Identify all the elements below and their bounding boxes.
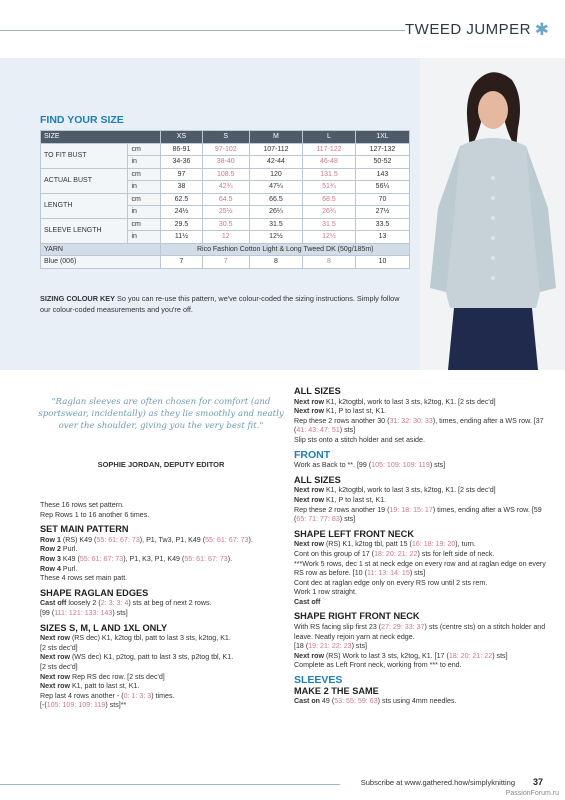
- paragraph: Rep last 4 rows another - (0: 1: 3: 3) times.: [40, 691, 175, 700]
- snowflake-icon: ✱: [534, 20, 549, 39]
- table-row: [41, 193, 410, 206]
- paragraph: Rep Rows 1 to 16 another 6 times.: [40, 510, 150, 519]
- table-cell: 12½: [302, 231, 355, 244]
- paragraph: Rep these 2 rows another 19 (19: 18: 15: 17) times, ending after a WS row. [59 (65: 71: 77: 83) sts]: [294, 505, 542, 524]
- table-cell: 33.5: [355, 218, 409, 231]
- paragraph: With RS facing slip first 23 (27: 29: 33: 37) sts (centre sts) on a stitch holder and leave. Neatly rejoin yarn at neck edge.: [294, 623, 546, 641]
- paragraph: [99 (111: 121: 133: 143) sts]: [40, 608, 128, 617]
- table-cell: 62.5: [161, 193, 202, 206]
- row-unit: in: [128, 231, 161, 244]
- paragraph: Slip sts onto a stitch holder and set aside.: [294, 435, 425, 444]
- paragraph: Next row K1, k2togtbl, work to last 3 sts, k2tog, K1. [2 sts dec'd]: [294, 486, 496, 495]
- row-unit: in: [128, 156, 161, 169]
- header-rule: [0, 30, 405, 31]
- sizing-key-text: So you can re-use this pattern, we've colour-coded the sizing instructions. Simply follow our colour-coded measurements and you're off.: [40, 294, 400, 314]
- heading-shape-raglan: SHAPE RAGLAN EDGES: [40, 587, 149, 598]
- paragraph: [2 sts dec'd]: [40, 662, 78, 671]
- left-column: [40, 501, 296, 711]
- table-cell: 8: [249, 256, 302, 269]
- table-cell: 97-102: [202, 143, 249, 156]
- paragraph: Next row (RS dec) K1, k2tog tbl, patt to last 3 sts, k2tog, K1.: [40, 634, 231, 643]
- paragraph: Next row K1, P to last st, K1.: [294, 407, 387, 416]
- table-cell: 70: [355, 193, 409, 206]
- paragraph: Next row Rep RS dec row. [2 sts dec'd]: [40, 672, 165, 681]
- row-unit: in: [128, 206, 161, 219]
- table-cell: 7: [161, 256, 202, 269]
- heading-set-main-pattern: SET MAIN PATTERN: [40, 524, 129, 535]
- table-cell: 31.5: [302, 218, 355, 231]
- table-cell: 29.5: [161, 218, 202, 231]
- table-header-row: [41, 131, 410, 144]
- table-cell: 50-52: [355, 156, 409, 169]
- table-header-cell: XS: [161, 131, 202, 144]
- paragraph: Cont dec at raglan edge only on every RS row until 2 sts rem.: [294, 578, 488, 587]
- page-number: 37: [532, 777, 543, 787]
- table-cell: 24½: [161, 206, 202, 219]
- heading-left-front-neck: SHAPE LEFT FRONT NECK: [294, 528, 414, 539]
- pull-quote: "Raglan sleeves are often chosen for comfort (and sportswear, incidentally) as they lie smoothly and neatly over the shoulder, giving you the very best fit.": [38, 397, 284, 431]
- table-cell: 12: [202, 231, 249, 244]
- row-unit: cm: [128, 168, 161, 181]
- heading-right-front-neck: SHAPE RIGHT FRONT NECK: [294, 611, 420, 622]
- table-cell: 68.5: [302, 193, 355, 206]
- paragraph: Next row (RS) K1, k2tog tbl, patt 15 (16: 18: 19: 20), turn.: [294, 540, 476, 549]
- table-cell: 46-48: [302, 156, 355, 169]
- find-your-size-heading: FIND YOUR SIZE: [40, 114, 124, 126]
- table-cell: 127-132: [355, 143, 409, 156]
- table-cell: 27½: [355, 206, 409, 219]
- table-cell: 131.5: [302, 168, 355, 181]
- table-cell: 31.5: [249, 218, 302, 231]
- table-cell: 64.5: [202, 193, 249, 206]
- table-header-cell: M: [249, 131, 302, 144]
- table-cell: 38: [161, 181, 202, 194]
- model-illustration: [420, 58, 565, 370]
- paragraph: Cast off: [294, 597, 321, 606]
- colour-label: Blue (006): [41, 256, 161, 269]
- heading-make-2: MAKE 2 THE SAME: [294, 685, 379, 696]
- row-unit: cm: [128, 193, 161, 206]
- table-cell: 26¼: [249, 206, 302, 219]
- sizing-colour-key: [40, 294, 412, 315]
- table-header-cell: S: [202, 131, 249, 144]
- table-cell: 117-122: [302, 143, 355, 156]
- paragraph: [-(105: 109: 109: 119) sts]**: [40, 701, 127, 710]
- table-cell: 51¾: [302, 181, 355, 194]
- table-cell: 8: [302, 256, 355, 269]
- table-cell: 86-91: [161, 143, 202, 156]
- page-title: TWEED JUMPER: [405, 21, 531, 38]
- row-label: TO FIT BUST: [41, 143, 128, 168]
- table-cell: 107-112: [249, 143, 302, 156]
- quote-author: SOPHIE JORDAN, DEPUTY EDITOR: [97, 460, 225, 469]
- table-cell: 97: [161, 168, 202, 181]
- paragraph: Next row (WS dec) K1, p2tog, patt to last 3 sts, p2tog tbl, K1.: [40, 653, 234, 662]
- paragraph: Complete as Left Front neck, working from *** to end.: [294, 661, 462, 670]
- table-cell: 34-36: [161, 156, 202, 169]
- paragraph: [18 (19: 21: 22: 23) sts]: [294, 642, 367, 651]
- yarn-label: YARN: [41, 243, 161, 256]
- table-cell: 66.5: [249, 193, 302, 206]
- table-cell: 143: [355, 168, 409, 181]
- paragraph: Rep these 2 rows another 30 (31: 32: 30: 33), times, ending after a WS row. [37 (41: 43: 47: 51) sts]: [294, 416, 544, 435]
- table-cell: 120: [249, 168, 302, 181]
- paragraph: Row 2 Purl.: [40, 545, 78, 554]
- table-header-cell: 1XL: [355, 131, 409, 144]
- subscribe-link[interactable]: Subscribe at www.gathered.how/simplyknitting: [360, 778, 515, 787]
- paragraph: Row 3 K49 (55: 61: 67: 73), P1, K3, P1, K49 (55: 61: 67: 73).: [40, 554, 233, 563]
- paragraph: Next row (RS) Work to last 3 sts, k2tog, K1. [17 (18: 20: 21: 22) sts]: [294, 651, 508, 660]
- table-cell: 10: [355, 256, 409, 269]
- paragraph: Next row K1, k2togtbl, work to last 3 sts, k2tog, K1. [2 sts dec'd]: [294, 397, 496, 406]
- table-cell: 26¾: [302, 206, 355, 219]
- watermark: PassionForum.ru: [505, 790, 559, 797]
- sizing-key-title: SIZING COLOUR KEY: [40, 294, 115, 303]
- heading-all-sizes: ALL SIZES: [294, 386, 341, 396]
- paragraph: [2 sts dec'd]: [40, 643, 78, 652]
- footer-rule: [0, 784, 340, 785]
- paragraph: These 16 rows set pattern.: [40, 501, 124, 509]
- paragraph: Cast off loosely 2 (2: 3: 3: 4) sts at beg of next 2 rows.: [40, 599, 212, 608]
- table-cell: 42¾: [202, 181, 249, 194]
- table-row: [41, 143, 410, 156]
- table-cell: 42-44: [249, 156, 302, 169]
- row-unit: cm: [128, 143, 161, 156]
- heading-front: FRONT: [294, 448, 331, 461]
- row-label: SLEEVE LENGTH: [41, 218, 128, 243]
- table-cell: 25½: [202, 206, 249, 219]
- paragraph: Work as Back to **. [99 (105: 109: 109: 119) sts]: [294, 461, 446, 470]
- yarn-row: [41, 243, 410, 256]
- table-cell: 38-40: [202, 156, 249, 169]
- page-header: [0, 20, 565, 42]
- row-label: LENGTH: [41, 193, 128, 218]
- paragraph: Cast on 49 (53: 55: 59: 63) sts using 4mm needles.: [294, 697, 457, 706]
- table-cell: 12½: [249, 231, 302, 244]
- paragraph: Row 1 (RS) K49 (55: 61: 67: 73), P1, Tw3, P1, K49 (55: 61: 67: 73).: [40, 535, 253, 544]
- right-column: [294, 382, 550, 707]
- table-cell: 108.5: [202, 168, 249, 181]
- table-cell: 13: [355, 231, 409, 244]
- page-footer: [0, 778, 565, 792]
- size-table: [40, 130, 410, 269]
- table-cell: 47¼: [249, 181, 302, 194]
- heading-all-sizes: ALL SIZES: [294, 474, 341, 485]
- paragraph: Next row K1, P to last st, K1.: [294, 495, 387, 504]
- row-unit: cm: [128, 218, 161, 231]
- table-row: [41, 218, 410, 231]
- table-header-cell: SIZE: [41, 131, 161, 144]
- paragraph: Next row K1, patt to last st, K1.: [40, 682, 140, 691]
- paragraph: These 4 rows set main patt.: [40, 574, 128, 583]
- model-photo: [420, 58, 565, 370]
- table-header-cell: L: [302, 131, 355, 144]
- paragraph: Row 4 Purl.: [40, 564, 78, 573]
- table-cell: 56¼: [355, 181, 409, 194]
- heading-sleeves: SLEEVES: [294, 674, 343, 687]
- paragraph: Cont on this group of 17 (18: 20: 21: 22) sts for left side of neck.: [294, 549, 495, 558]
- table-cell: 7: [202, 256, 249, 269]
- yarn-value: Rico Fashion Cotton Light & Long Tweed DK (50g/185m): [161, 243, 410, 256]
- row-unit: in: [128, 181, 161, 194]
- table-row: [41, 168, 410, 181]
- table-cell: 11½: [161, 231, 202, 244]
- paragraph: Work 1 row straight.: [294, 588, 357, 597]
- blue-row: [41, 256, 410, 269]
- heading-sizes-only: SIZES S, M, L AND 1XL ONLY: [40, 622, 168, 633]
- table-cell: 30.5: [202, 218, 249, 231]
- paragraph: ***Work 5 rows, dec 1 st at neck edge on every row and at raglan edge on every RS row as before. [10 (11: 13: 14: 15) sts]: [294, 559, 546, 578]
- row-label: ACTUAL BUST: [41, 168, 128, 193]
